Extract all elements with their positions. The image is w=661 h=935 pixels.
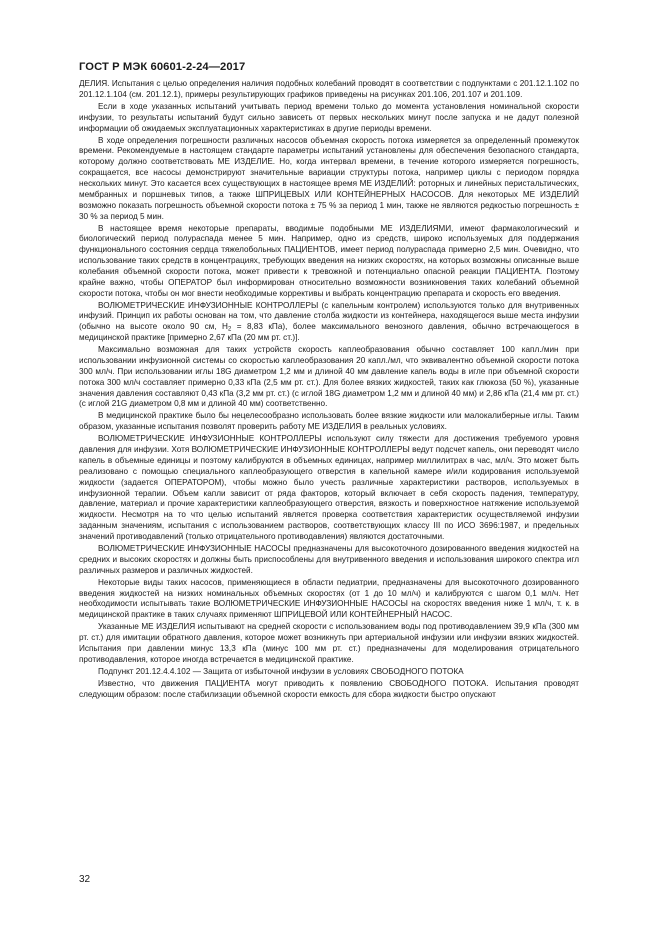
paragraph-5: [79, 301, 579, 344]
paragraph-3: В ходе определения погрешности различных насосов объемная скорость потока измеряется за определенный промежуток времени. Рекомендуемые в настоящем стандарте параметры испытаний установлены для обеспечения безопасного стандарта, которому должно соответствовать МЕ ИЗДЕЛИЕ. Но, когда интервал времени, в течение которого измеряется погрешность, сокращается, все насосы демонстрируют значительные вариации структуры потока, например циклы с периодом порядка нескольких минут. Это касается всех существующих в настоящее время МЕ ИЗДЕЛИЙ: роторных и линейных перистальтических, мембранных и поршневых типов, а также ШПРИЦЕВЫХ ИЛИ КОНТЕЙНЕРНЫХ НАСОСОВ. Для некоторых МЕ ИЗДЕЛИЙ возможно показать погрешность объемной скорости потока ± 75 % за период 1 мин, также не являются редкостью погрешность ± 30 % за период 5 мин.: [79, 135, 579, 221]
paragraph-6: Максимально возможная для таких устройств скорость каплеобразования обычно составляет 100 капл./мин при использовании инфузионной системы со скоростью каплеобразования 20 капл./мл, что эквивалентно объемной скорости потока 300 мл/ч. При использовании иглы 18G диаметром 1,2 мм и длиной 40 мм давление капель воды в игле при объемной скорости потока 300 мл/ч составляет примерно 0,33 кПа (2,5 мм рт. ст.). Для более вязких жидкостей, таких как глюкоза (50 %), указанные значения давления составляют 0,43 кПа (3,2 мм рт. ст.) (с иглой 18G диаметром 1,2 мм и длиной 40 мм) и 2,86 кПа (21,4 мм рт. ст.) (с иглой 21G диаметром 0,8 мм и длиной 40 мм) соответственно.: [79, 345, 579, 409]
paragraph-8: ВОЛЮМЕТРИЧЕСКИЕ ИНФУЗИОННЫЕ КОНТРОЛЛЕРЫ используют силу тяжести для достижения требуемого уровня давления для инфузии. Хотя ВОЛЮМЕТРИЧЕСКИЕ ИНФУЗИОННЫЕ КОНТРОЛЛЕРЫ ведут подсчет капель, они переводят число капель в объемные единицы и поэтому калибруются в объемных единицах, например миллилитрах в час, мл/ч. Это может быть реализовано с помощью специального каплеобразующего отверстия в капельной камере и/или кодирования используемой жидкости (задается ОПЕРАТОРОМ), чтобы можно было учесть различные характеристики растворов, используемых в инфузионной терапии. Объем капли зависит от ряда факторов, который включает в себя скорость падения, температуру, давление, материал и прочие характеристики каплеобразующего отверстия, вязкость и поверхностное натяжение используемой жидкости. Несмотря на то что целью испытаний является проверка соответствия характеристик осуществляемой инфузии заданным значениям, испытания с использованием растворов, соответствующих классу III по ИСО 3696:1987, и предельных значений противодавлений (только отрицательного противодавления) являются достаточными.: [79, 434, 579, 541]
paragraph-2: Если в ходе указанных испытаний учитывать период времени только до момента установления номинальной скорости инфузии, то результаты испытаний будут сильно зависеть от первых нескольких минут после запуска и не дадут полезной информации об ожидаемых эксплуатационных характеристиках в другие периоды времени.: [79, 101, 579, 133]
paragraph-1: ДЕЛИЯ. Испытания с целью определения наличия подобных колебаний проводят в соответствии с подпунктами с 201.12.1.102 по 201.12.1.104 (см. 201.12.1), примеры результирующих графиков приведены на рисунках 201.106, 201.107 и 201.109.: [79, 79, 579, 99]
document-body: [79, 79, 579, 701]
paragraph-10: Некоторые виды таких насосов, применяющиеся в области педиатрии, предназначены для высокоточного дозированного введения жидкостей на низких номинальных объемных скоростях (от 1 до 10 мл/ч) и калибруются с шагом 0,1 мл/ч. Нет необходимости испытывать такие ВОЛЮМЕТРИЧЕСКИЕ ИНФУЗИОННЫЕ НАСОСЫ на скоростях введения ниже 1 мл/ч, т. к. в медицинской практике в таких случаях применяют ШПРИЦЕВОЙ ИЛИ КОНТЕЙНЕРНЫЙ НАСОС.: [79, 577, 579, 620]
paragraph-5-text: ВОЛЮМЕТРИЧЕСКИЕ ИНФУЗИОННЫЕ КОНТРОЛЛЕРЫ (с капельным контролем) используются только для внутривенных инфузий. Принцип их работы основан на том, что давление столба жидкости из контейнера, находящегося выше места инфузии (обычно на высоте около 90 см, H: [79, 300, 579, 332]
paragraph-9: ВОЛЮМЕТРИЧЕСКИЕ ИНФУЗИОННЫЕ НАСОСЫ предназначены для высокоточного дозированного введения жидкостей на средних и высоких скоростях и должны быть приспособлены для внутривенного введения и использования широкого спектра игл различных размеров и различных жидкостей.: [79, 543, 579, 575]
subclause-heading: Подпункт 201.12.4.4.102 — Защита от избыточной инфузии в условиях СВОБОДНОГО ПОТОКА: [98, 666, 464, 676]
paragraph-5-text-2: = 8,83 кПа), более максимального венозного давления, обычно встречающегося в медицинской практике [примерно 2,67 кПа (20 мм рт. ст.)].: [79, 322, 579, 343]
paragraph-4: В настоящее время некоторые препараты, вводимые подобными МЕ ИЗДЕЛИЯМИ, имеют фармакологический и биологический период полураспада менее 5 мин. Например, одно из средств, широко используемых для поддержания функционального состояния сердца тяжелобольных ПАЦИЕНТОВ, имеет период полураспада примерно 2,5 мин. Очевидно, что использование таких средств в концентрациях, требующих введения на низких скоростях, на которых возможны описанные выше колебания объемной скорости потока, может привести к тревожной и потенциально опасной реакции ПАЦИЕНТА. Поэтому крайне важно, чтобы ОПЕРАТОР был информирован относительно возможности возникновения таких колебаний объемной скорости потока, чтобы он мог внести необходимые коррективы и выбрать концентрацию препарата и скорость его введения.: [79, 223, 579, 298]
paragraph-12: Известно, что движения ПАЦИЕНТА могут приводить к появлению СВОБОДНОГО ПОТОКА. Испытания проводят следующим образом: после стабилизации объемной скорости емкость для сбора жидкости быстро опускают: [79, 678, 579, 699]
page-number: 32: [79, 874, 91, 885]
document-header: ГОСТ Р МЭК 60601-2-24—2017: [79, 61, 246, 73]
subscript: 2: [227, 326, 232, 333]
paragraph-11: Указанные МЕ ИЗДЕЛИЯ испытывают на средней скорости с использованием воды под противодавлением 39,9 кПа (300 мм рт. ст.) для имитации обратного давления, которое может возникнуть при артериальной инфузии или инфузии вязких жидкостей. Испытания при давлении минус 13,3 кПа (минус 100 мм рт. ст.) предназначены для моделирования отрицательного противодавления, которое иногда встречается в медицинской практике.: [79, 622, 579, 664]
paragraph-7: В медицинской практике было бы нецелесообразно использовать более вязкие жидкости или малокалиберные иглы. Таким образом, указанные испытания позволят проверить работу МЕ ИЗДЕЛИЯ в реальных условиях.: [79, 411, 579, 432]
